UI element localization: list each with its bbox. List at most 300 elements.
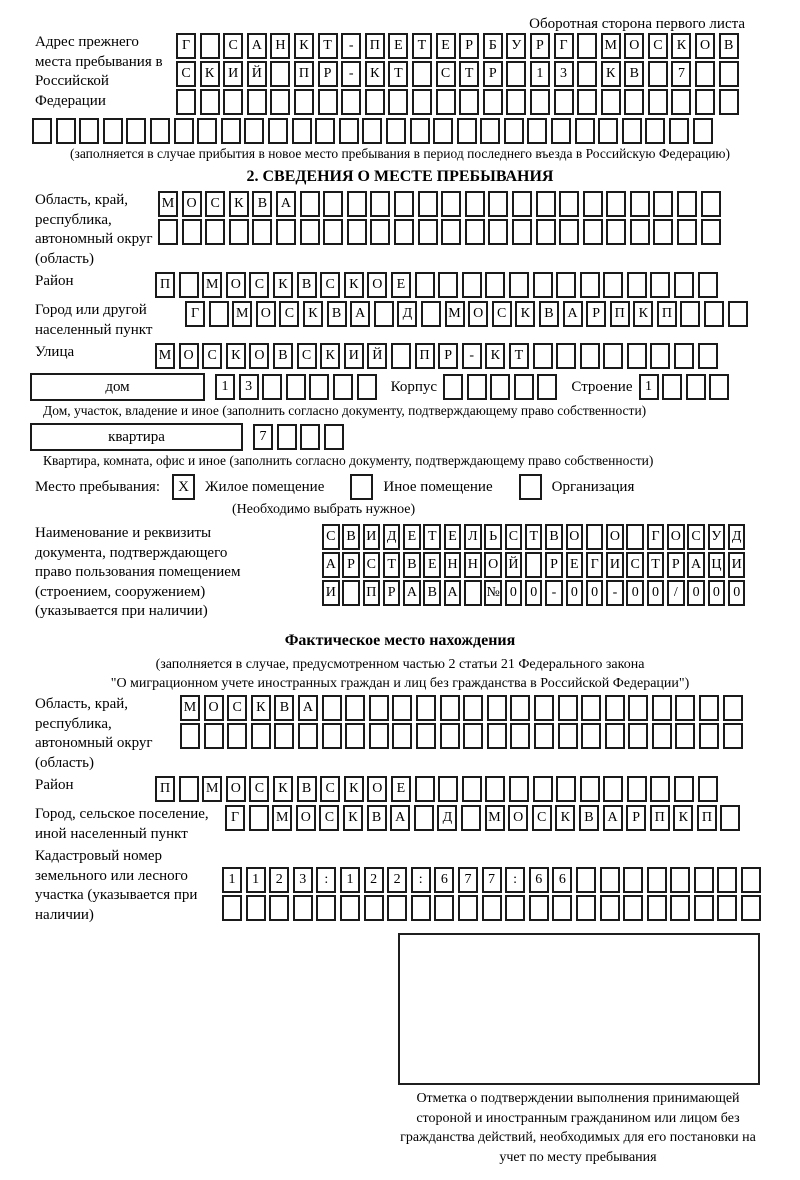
char-box: П <box>415 343 435 369</box>
char-box <box>179 776 199 802</box>
char-box: Д <box>437 805 457 831</box>
char-box: 0 <box>505 580 523 606</box>
char-box <box>269 895 289 921</box>
char-box <box>440 695 460 721</box>
char-box <box>575 118 595 144</box>
char-box <box>694 867 714 893</box>
char-box <box>653 191 673 217</box>
char-box <box>222 895 242 921</box>
char-box <box>512 219 532 245</box>
char-box <box>323 219 343 245</box>
char-box: Т <box>525 524 543 550</box>
char-box: К <box>229 191 249 217</box>
char-box: Т <box>647 552 665 578</box>
char-row <box>158 219 721 245</box>
char-box: Р <box>438 343 458 369</box>
char-box <box>512 191 532 217</box>
char-box: К <box>671 33 691 59</box>
char-box: Е <box>423 552 441 578</box>
char-box: К <box>365 61 385 87</box>
char-box <box>436 89 456 115</box>
char-box: М <box>232 301 252 327</box>
char-box <box>488 191 508 217</box>
char-box: С <box>436 61 456 87</box>
char-row <box>222 895 761 921</box>
char-box <box>391 343 411 369</box>
char-box <box>286 374 306 400</box>
char-box <box>728 301 748 327</box>
char-box <box>674 272 694 298</box>
char-box: Н <box>464 552 482 578</box>
char-box: К <box>343 805 363 831</box>
char-box: В <box>297 272 317 298</box>
char-box: А <box>403 580 421 606</box>
char-box <box>698 776 718 802</box>
char-box: К <box>555 805 575 831</box>
char-box <box>388 89 408 115</box>
char-box <box>415 272 435 298</box>
char-box <box>506 61 526 87</box>
char-box: П <box>650 805 670 831</box>
char-box <box>229 219 249 245</box>
field-cadastral-number <box>0 847 800 925</box>
field-street <box>0 343 800 369</box>
char-box: П <box>363 580 381 606</box>
char-box <box>369 695 389 721</box>
char-box <box>433 118 453 144</box>
char-box: 3 <box>239 374 259 400</box>
char-box <box>556 776 576 802</box>
char-box <box>487 723 507 749</box>
char-box <box>576 867 596 893</box>
char-box <box>558 723 578 749</box>
char-box <box>505 895 525 921</box>
char-box: - <box>606 580 624 606</box>
house-caption: Дом, участок, владение и иное (заполнить согласно документу, подтверждающему право собственности) <box>43 403 647 418</box>
char-box <box>223 89 243 115</box>
char-box <box>345 695 365 721</box>
char-box: Б <box>483 33 503 59</box>
char-box <box>464 580 482 606</box>
page-side-note: Оборотная сторона первого листа <box>529 16 745 32</box>
char-box <box>357 374 377 400</box>
char-box <box>533 343 553 369</box>
option-residential-label: Жилое помещение <box>205 478 325 495</box>
char-box <box>605 695 625 721</box>
char-box <box>536 191 556 217</box>
char-box: О <box>367 272 387 298</box>
char-box: В <box>252 191 272 217</box>
char-box <box>410 118 430 144</box>
char-box <box>674 343 694 369</box>
char-box <box>605 723 625 749</box>
char-box: С <box>626 552 644 578</box>
char-box: П <box>365 33 385 59</box>
char-row <box>180 723 743 749</box>
char-box <box>341 89 361 115</box>
char-box <box>150 118 170 144</box>
char-box: К <box>485 343 505 369</box>
char-box: 7 <box>458 867 478 893</box>
actual-location-title: Фактическое место нахождения <box>284 631 516 649</box>
char-box <box>510 723 530 749</box>
char-box: А <box>563 301 583 327</box>
char-box: 1 <box>246 867 266 893</box>
char-box: С <box>319 805 339 831</box>
char-box <box>534 695 554 721</box>
korpus-label: Корпус <box>390 378 438 395</box>
char-box: В <box>342 524 360 550</box>
char-box <box>719 61 739 87</box>
char-box <box>249 805 269 831</box>
char-box: Е <box>436 33 456 59</box>
char-box: С <box>648 33 668 59</box>
stay-type-label: Место пребывания: <box>35 478 160 495</box>
char-box <box>441 191 461 217</box>
char-box <box>598 118 618 144</box>
char-box <box>506 89 526 115</box>
char-box <box>670 867 690 893</box>
char-box: Р <box>459 33 479 59</box>
char-box <box>227 723 247 749</box>
char-box: : <box>505 867 525 893</box>
char-box: Ц <box>708 552 726 578</box>
char-box: А <box>350 301 370 327</box>
char-box <box>262 374 282 400</box>
char-box <box>628 695 648 721</box>
char-box <box>534 723 554 749</box>
char-box <box>559 219 579 245</box>
char-box <box>416 723 436 749</box>
char-box <box>680 301 700 327</box>
char-box <box>276 219 296 245</box>
char-box: В <box>545 524 563 550</box>
checkbox-organization <box>519 474 542 500</box>
char-box: А <box>603 805 623 831</box>
char-box <box>536 219 556 245</box>
char-box <box>586 524 604 550</box>
char-box <box>342 580 360 606</box>
char-box: Г <box>176 33 196 59</box>
char-box <box>670 895 690 921</box>
char-box <box>627 272 647 298</box>
char-box <box>485 776 505 802</box>
char-box <box>648 89 668 115</box>
char-box <box>179 272 199 298</box>
char-box: Т <box>509 343 529 369</box>
char-box <box>345 723 365 749</box>
char-box: С <box>492 301 512 327</box>
char-box: - <box>545 580 563 606</box>
char-box: М <box>180 695 200 721</box>
char-row <box>180 695 743 721</box>
char-box <box>509 776 529 802</box>
field-actual-region <box>0 695 800 773</box>
char-box <box>693 118 713 144</box>
char-box: Д <box>383 524 401 550</box>
char-box: М <box>445 301 465 327</box>
char-box <box>309 374 329 400</box>
char-box <box>583 191 603 217</box>
char-box: А <box>247 33 267 59</box>
char-box <box>268 118 288 144</box>
char-box: О <box>667 524 685 550</box>
char-box <box>205 219 225 245</box>
char-box: К <box>601 61 621 87</box>
char-box <box>552 895 572 921</box>
char-box: / <box>667 580 685 606</box>
char-box <box>741 895 761 921</box>
char-box <box>677 219 697 245</box>
char-box: 7 <box>253 424 273 450</box>
char-box <box>440 723 460 749</box>
char-row <box>176 89 739 115</box>
char-box: П <box>610 301 630 327</box>
char-box <box>577 61 597 87</box>
prev-address-label: Адрес прежнего места пребывания в Российской Федерации <box>35 34 163 109</box>
char-box: У <box>506 33 526 59</box>
char-box <box>465 219 485 245</box>
char-box <box>622 118 642 144</box>
char-box: О <box>296 805 316 831</box>
char-box <box>457 118 477 144</box>
char-box <box>581 695 601 721</box>
char-box <box>647 895 667 921</box>
char-box: О <box>182 191 202 217</box>
char-box: 0 <box>525 580 543 606</box>
city-label: Город или другой населенный пункт <box>35 302 153 338</box>
char-box <box>204 723 224 749</box>
char-box <box>669 118 689 144</box>
char-box <box>394 219 414 245</box>
char-box <box>529 895 549 921</box>
char-box <box>463 723 483 749</box>
char-box <box>606 191 626 217</box>
char-row <box>322 524 745 550</box>
char-box: К <box>303 301 323 327</box>
char-box: В <box>273 343 293 369</box>
char-box: 7 <box>482 867 502 893</box>
char-box <box>386 118 406 144</box>
char-box: Д <box>397 301 417 327</box>
char-box: И <box>322 580 340 606</box>
char-box: О <box>695 33 715 59</box>
char-box <box>709 374 729 400</box>
char-box <box>174 118 194 144</box>
char-box <box>414 805 434 831</box>
char-box: С <box>205 191 225 217</box>
char-box <box>603 776 623 802</box>
char-box: О <box>204 695 224 721</box>
char-box: С <box>202 343 222 369</box>
char-box <box>677 191 697 217</box>
char-box <box>369 723 389 749</box>
cadastral-label: Кадастровый номер земельного или лесного участка (указывается при наличии) <box>35 848 198 923</box>
char-box <box>704 301 724 327</box>
char-box <box>465 191 485 217</box>
char-box <box>394 191 414 217</box>
char-box <box>324 424 344 450</box>
char-box <box>701 219 721 245</box>
checkbox-residential: X <box>172 474 195 500</box>
char-box <box>650 343 670 369</box>
char-box: Г <box>225 805 245 831</box>
actual-location-caption-1: (заполняется в случае, предусмотренном частью 2 статьи 21 Федерального закона <box>155 656 645 672</box>
char-box <box>514 374 534 400</box>
char-box <box>559 191 579 217</box>
char-box <box>462 272 482 298</box>
char-box: 0 <box>728 580 746 606</box>
char-box <box>483 89 503 115</box>
char-box: С <box>363 552 381 578</box>
char-box: Й <box>247 61 267 87</box>
char-box <box>674 776 694 802</box>
char-box: М <box>485 805 505 831</box>
char-box: А <box>390 805 410 831</box>
char-box: И <box>728 552 746 578</box>
char-box <box>723 695 743 721</box>
char-box <box>556 272 576 298</box>
char-box <box>482 895 502 921</box>
char-box: К <box>633 301 653 327</box>
char-box: В <box>539 301 559 327</box>
char-box: 0 <box>566 580 584 606</box>
char-box: С <box>176 61 196 87</box>
char-box <box>648 61 668 87</box>
char-box: 6 <box>434 867 454 893</box>
char-box: С <box>249 776 269 802</box>
char-box: 0 <box>647 580 665 606</box>
field-apartment <box>0 423 800 451</box>
char-box: Т <box>459 61 479 87</box>
char-row <box>222 867 761 893</box>
house-type-box: дом <box>30 373 205 401</box>
char-row <box>185 301 748 327</box>
char-box <box>221 118 241 144</box>
char-box <box>247 89 267 115</box>
char-box: О <box>468 301 488 327</box>
char-box <box>274 723 294 749</box>
char-box <box>510 695 530 721</box>
char-box <box>362 118 382 144</box>
char-box <box>623 895 643 921</box>
char-box: Е <box>444 524 462 550</box>
char-box <box>197 118 217 144</box>
char-box <box>699 695 719 721</box>
char-row <box>443 374 557 400</box>
stroenie-label: Строение <box>571 378 633 395</box>
field-stay-type <box>0 474 800 500</box>
char-box <box>459 89 479 115</box>
char-box <box>244 118 264 144</box>
char-box: В <box>624 61 644 87</box>
char-box: М <box>601 33 621 59</box>
char-box <box>32 118 52 144</box>
char-box <box>461 805 481 831</box>
char-box: П <box>155 776 175 802</box>
char-box: Р <box>483 61 503 87</box>
char-box: 7 <box>671 61 691 87</box>
char-box: 0 <box>626 580 644 606</box>
char-box: А <box>687 552 705 578</box>
ownership-document-label: Наименование и реквизиты документа, подтверждающего право пользования помещением (строением, сооружением) (указывается при наличии) <box>35 525 241 619</box>
char-box <box>577 89 597 115</box>
char-box <box>374 301 394 327</box>
char-box <box>270 61 290 87</box>
char-box: А <box>444 580 462 606</box>
char-box <box>412 61 432 87</box>
char-box: В <box>274 695 294 721</box>
field-prev-address <box>0 33 800 115</box>
char-box <box>412 89 432 115</box>
char-box: К <box>320 343 340 369</box>
char-box: Й <box>505 552 523 578</box>
char-box <box>600 867 620 893</box>
char-box <box>556 343 576 369</box>
char-box: О <box>179 343 199 369</box>
char-box: И <box>344 343 364 369</box>
char-box: Р <box>342 552 360 578</box>
char-box: В <box>579 805 599 831</box>
street-label: Улица <box>35 344 75 360</box>
char-box <box>600 895 620 921</box>
char-box: О <box>566 524 584 550</box>
char-row <box>155 343 718 369</box>
char-box: Г <box>554 33 574 59</box>
field-region <box>0 191 800 269</box>
char-box <box>626 524 644 550</box>
char-box <box>652 695 672 721</box>
char-box: У <box>708 524 726 550</box>
char-box: С <box>322 524 340 550</box>
char-box: В <box>327 301 347 327</box>
char-box: С <box>279 301 299 327</box>
stay-type-note: (Необходимо выбрать нужное) <box>232 502 416 517</box>
char-box <box>294 89 314 115</box>
char-box: 1 <box>340 867 360 893</box>
char-box: Е <box>566 552 584 578</box>
char-box <box>675 695 695 721</box>
char-box: 2 <box>387 867 407 893</box>
char-box <box>525 552 543 578</box>
char-box <box>200 89 220 115</box>
char-row <box>253 424 344 450</box>
char-box: М <box>158 191 178 217</box>
char-box: : <box>411 867 431 893</box>
section2-title: 2. СВЕДЕНИЯ О МЕСТЕ ПРЕБЫВАНИЯ <box>246 168 554 185</box>
char-box: П <box>155 272 175 298</box>
char-box: Р <box>626 805 646 831</box>
char-box: С <box>227 695 247 721</box>
char-box <box>558 695 578 721</box>
char-box: 2 <box>364 867 384 893</box>
prev-address-caption: (заполняется в случае прибытия в новое место пребывания в период последнего въезда в Российскую Федерацию) <box>69 146 731 161</box>
option-organization-label: Организация <box>551 478 635 495</box>
char-box: О <box>226 776 246 802</box>
char-row <box>215 374 377 400</box>
char-box: К <box>344 272 364 298</box>
char-box: С <box>223 33 243 59</box>
char-box: 1 <box>530 61 550 87</box>
char-box: Р <box>545 552 563 578</box>
char-box: 0 <box>708 580 726 606</box>
char-box: : <box>316 867 336 893</box>
char-box <box>180 723 200 749</box>
char-box <box>488 219 508 245</box>
apartment-caption: Квартира, комната, офис и иное (заполнить согласно документу, подтверждающему право собственности) <box>43 453 654 468</box>
char-box <box>387 895 407 921</box>
char-row <box>158 191 721 217</box>
